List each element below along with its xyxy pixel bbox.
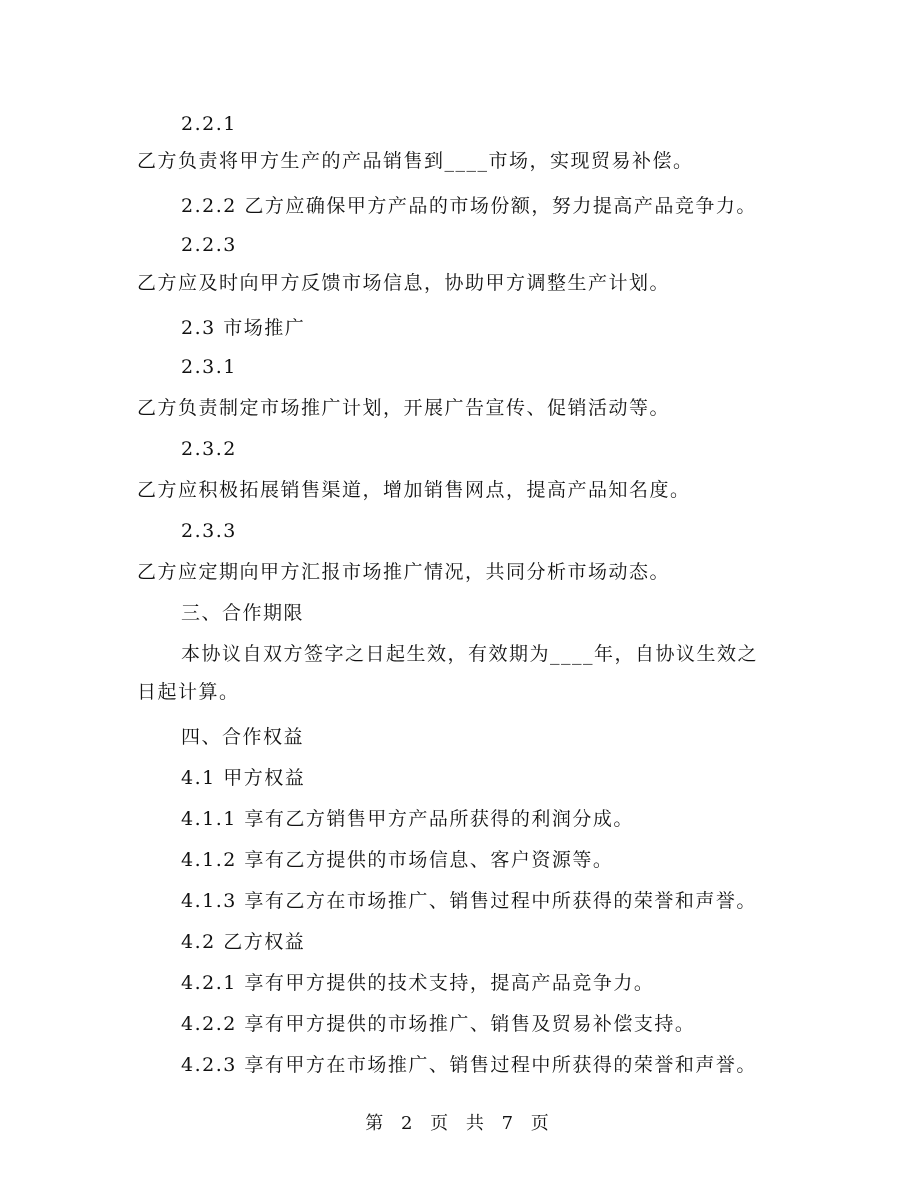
page-footer: 第 2 页 共 7 页 xyxy=(365,1113,555,1134)
text-line: 乙方应积极拓展销售渠道，增加销售网点，提高产品知名度。 xyxy=(137,479,691,501)
section-heading: 四、合作权益 xyxy=(181,726,305,748)
text-line: 本协议自双方签字之日起生效，有效期为____年，自协议生效之 xyxy=(181,643,759,665)
text-line: 2.2.1 xyxy=(181,113,237,135)
text-line: 乙方负责将甲方生产的产品销售到____市场，实现贸易补偿。 xyxy=(137,150,694,172)
section-heading: 4.1 甲方权益 xyxy=(181,767,306,789)
text-line: 4.1.2 享有乙方提供的市场信息、客户资源等。 xyxy=(181,849,614,871)
section-heading: 4.2 乙方权益 xyxy=(181,931,306,953)
text-line: 2.3.3 xyxy=(181,520,237,542)
text-line: 2.2.3 xyxy=(181,234,237,256)
text-line: 4.2.2 享有甲方提供的市场推广、销售及贸易补偿支持。 xyxy=(181,1013,696,1035)
text-line: 乙方应及时向甲方反馈市场信息，协助甲方调整生产计划。 xyxy=(137,272,671,294)
text-line: 2.2.2 乙方应确保甲方产品的市场份额，努力提高产品竞争力。 xyxy=(181,195,757,217)
text-line: 4.2.1 享有甲方提供的技术支持，提高产品竞争力。 xyxy=(181,972,655,994)
text-line: 乙方负责制定市场推广计划，开展广告宣传、促销活动等。 xyxy=(137,397,671,419)
text-line: 乙方应定期向甲方汇报市场推广情况，共同分析市场动态。 xyxy=(137,561,671,583)
text-line: 2.3.1 xyxy=(181,356,237,378)
section-heading: 2.3 市场推广 xyxy=(181,317,306,339)
text-line: 4.2.3 享有甲方在市场推广、销售过程中所获得的荣誉和声誉。 xyxy=(181,1054,757,1076)
section-heading: 三、合作期限 xyxy=(181,602,305,624)
text-line: 4.1.1 享有乙方销售甲方产品所获得的利润分成。 xyxy=(181,808,634,830)
text-line: 4.1.3 享有乙方在市场推广、销售过程中所获得的荣誉和声誉。 xyxy=(181,890,757,912)
text-line: 2.3.2 xyxy=(181,438,237,460)
text-line: 日起计算。 xyxy=(137,681,240,703)
